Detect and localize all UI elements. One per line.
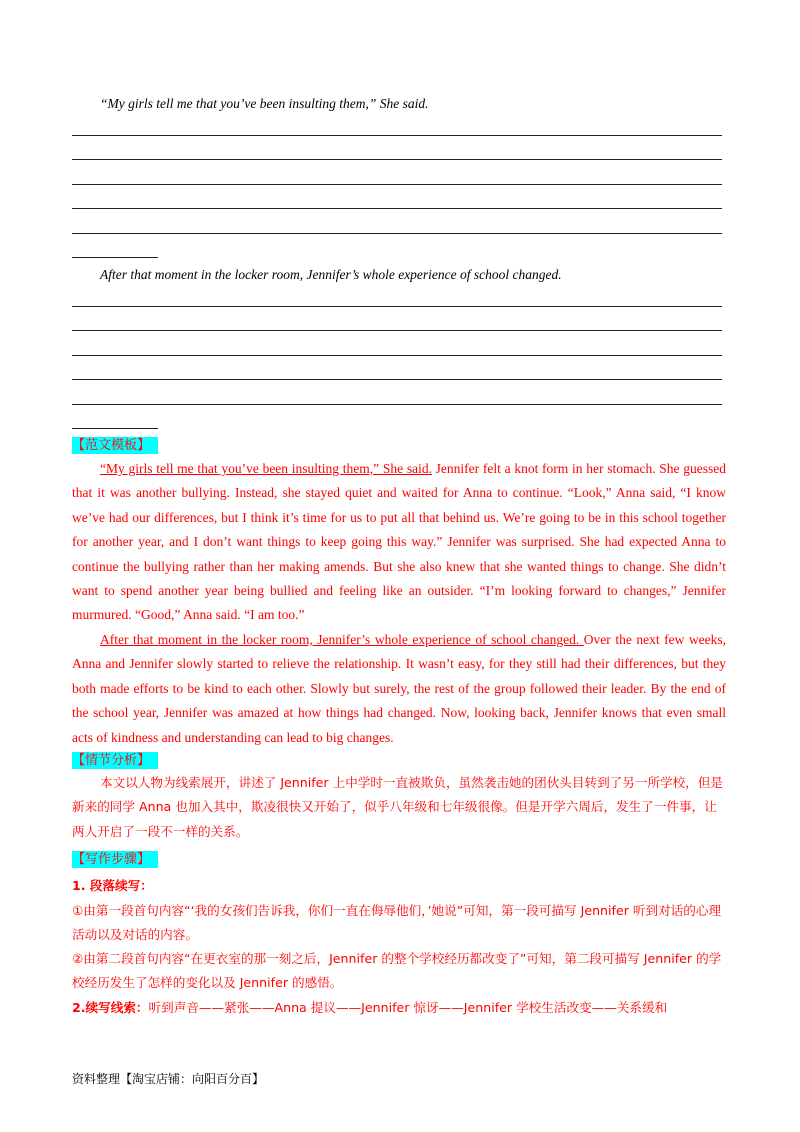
paragraph-2-lead-sentence: After that moment in the locker room, Jennifer’s whole experience of school changed. xyxy=(100,632,584,647)
prompt-second-sentence: After that moment in the locker room, Jennifer’s whole experience of school changed. xyxy=(100,267,562,282)
answer-line xyxy=(72,404,722,405)
model-essay-paragraph-2 xyxy=(72,628,726,750)
section-tag-writing-steps: 【写作步骤】 xyxy=(72,851,158,868)
section-tag-plot-analysis: 【情节分析】 xyxy=(72,752,158,769)
step-1-item-b: ②由第二段首句内容“在更衣室的那一刻之后，Jennifer 的整个学校经历都改变了”可知，第二段可描写 Jennifer 的学校经历发生了怎样的变化以及 Jennifer 的感悟。 xyxy=(72,951,722,991)
page-footer: 资料整理【淘宝店铺：向阳百分百】 xyxy=(72,1072,265,1086)
answer-line xyxy=(72,330,722,331)
answer-line xyxy=(72,184,722,185)
answer-line xyxy=(72,379,722,380)
answer-line-short xyxy=(72,257,158,258)
answer-line xyxy=(72,208,722,209)
paragraph-2-body: Over the next few weeks, Anna and Jennifer slowly started to relieve the relationship. It wasn’t easy, for they still had their differences, but they both made efforts to be kind to each other. Slowly but surely, the rest of the group followed their leader. By the end of the school year, Jennifer was amazed at how things had changed. Now, looking back, Jennifer knows that even small acts of kindness and understanding can lead to big changes. xyxy=(72,632,727,745)
answer-line-short xyxy=(72,428,158,429)
plot-analysis-text: 本文以人物为线索展开，讲述了 Jennifer 上中学时一直被欺负，虽然袭击她的团伙头目转到了另一所学校，但是新来的同学 Anna 也加入其中，欺凌很快又开始了，似乎八年级和七年级很像。但是开学六周后，发生了一件事，让两人开启了一段不一样的关系。 xyxy=(72,775,724,839)
step-2-clues xyxy=(72,996,728,1020)
model-essay-paragraph-1 xyxy=(72,457,726,628)
section-tag-model-essay: 【范文模板】 xyxy=(72,437,158,454)
step-2-body: 听到声音——紧张——Anna 提议——Jennifer 惊讶——Jennifer 学校生活改变——关系缓和 xyxy=(148,1000,668,1015)
paragraph-1-body: Jennifer felt a knot form in her stomach. She guessed that it was another bullying. Instead, she stayed quiet and waited for Anna to continue. “Look,” Anna said, “I know we’ve had our differences, but I think it’s time for us to put all that behind us. We’re going to be in this school together for another year, and I don’t want things to keep going this way.” Jennifer was surprised. She had expected Anna to continue the bullying rather than her making amends. But she also knew that she wanted things to change. She didn’t want to spend another year being bullied and feeling like an outsider. “I’m looking forward to changes,” Jennifer murmured. “Good,” Anna said. “I am too.” xyxy=(72,461,727,623)
step-1-title: 1. 段落续写： xyxy=(72,878,153,893)
answer-line xyxy=(72,159,722,160)
answer-line xyxy=(72,355,722,356)
answer-line xyxy=(72,306,722,307)
prompt-first-sentence: “My girls tell me that you’ve been insulting them,” She said. xyxy=(100,96,429,111)
answer-line xyxy=(72,135,722,136)
paragraph-1-lead-sentence: “My girls tell me that you’ve been insulting them,” She said. xyxy=(100,461,432,476)
answer-line xyxy=(72,233,722,234)
step-2-title: 2.续写线索： xyxy=(72,1000,149,1015)
step-1-item-a: ①由第一段首句内容“‘我的女孩们告诉我，你们一直在侮辱他们，’她说”可知，第一段可描写 Jennifer 听到对话的心理活动以及对话的内容。 xyxy=(72,903,722,943)
